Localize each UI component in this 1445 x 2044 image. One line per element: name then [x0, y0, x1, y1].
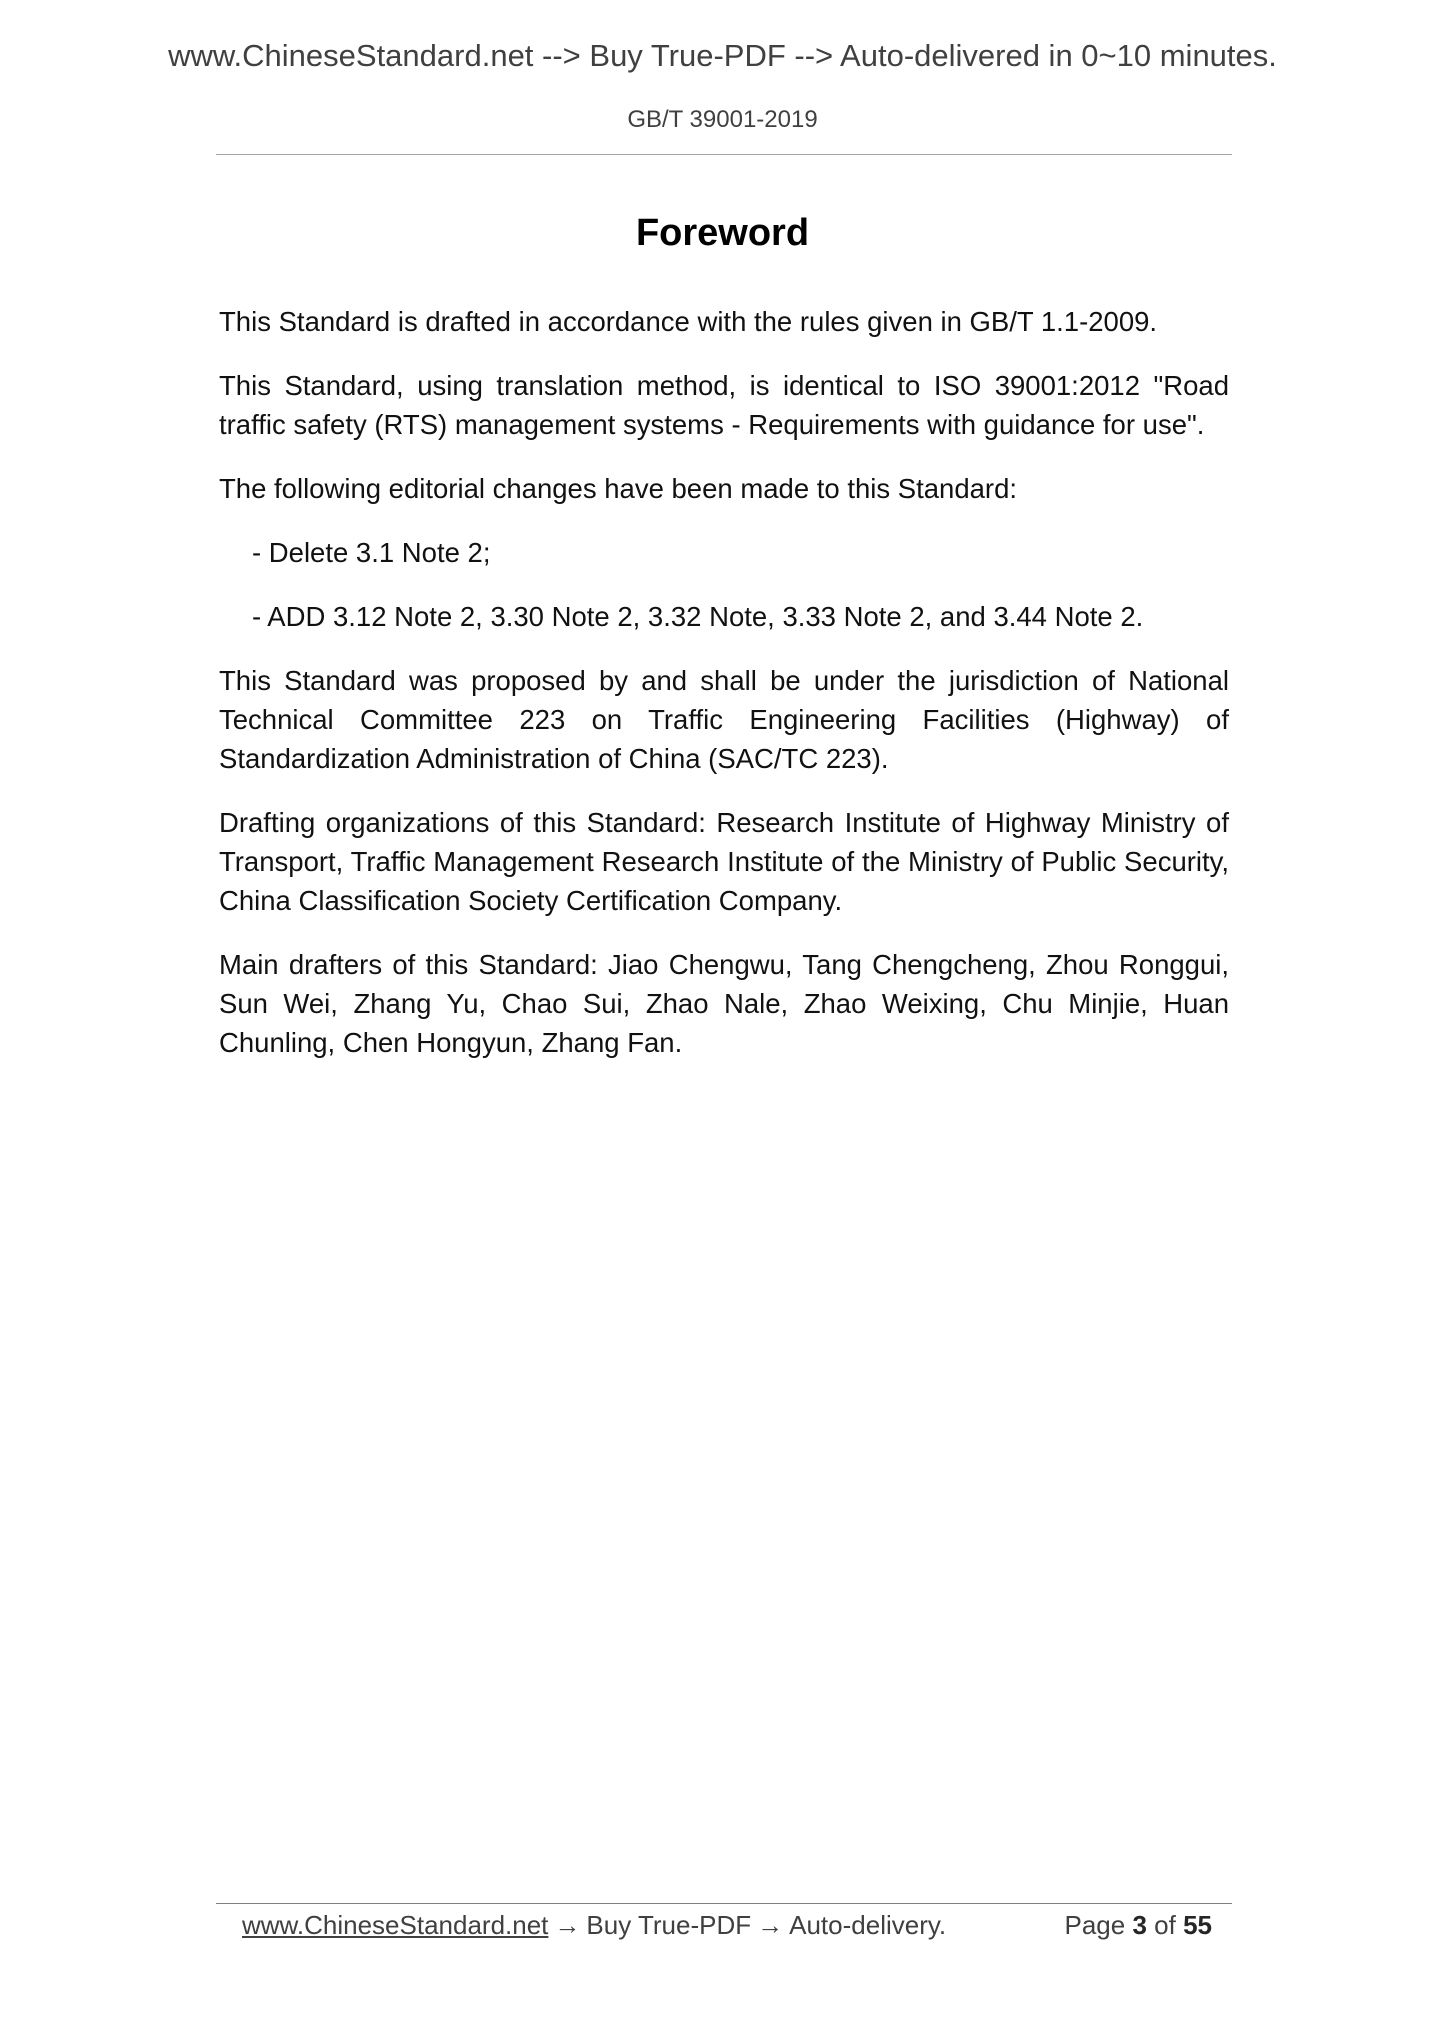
paragraph-editorial-changes: The following editorial changes have been made to this Standard: — [219, 473, 1018, 504]
page-number: 3 — [1132, 1910, 1147, 1940]
arrow-right-icon: → — [554, 1910, 581, 1940]
page-total: 55 — [1183, 1910, 1212, 1940]
of-label: of — [1154, 1910, 1176, 1940]
paragraph-drafting-rules: This Standard is drafted in accordance with the rules given in GB/T 1.1-2009. — [219, 306, 1158, 337]
footer-delivery-text: Auto-delivery. — [789, 1910, 947, 1940]
footer-buy-text: Buy True-PDF — [586, 1910, 752, 1940]
page-indicator — [1064, 1910, 1212, 1941]
top-banner: www.ChineseStandard.net --> Buy True-PDF --> Auto-delivered in 0~10 minutes. — [168, 38, 1277, 73]
footer-site-link[interactable]: www.ChineseStandard.net — [242, 1910, 549, 1940]
paragraph-jurisdiction: This Standard was proposed by and shall be under the jurisdiction of National Technical Committee 223 on Traffic Engineering Facilities (Highway) of Standardization Administration of China (SAC/TC 223). — [219, 665, 1229, 774]
paragraph-drafting-organizations: Drafting organizations of this Standard: Research Institute of Highway Ministry of Transport, Traffic Management Research Institute of the Ministry of Public Security, China Classification Society Certification Company. — [219, 807, 1229, 916]
list-item-add: - ADD 3.12 Note 2, 3.30 Note 2, 3.32 Note, 3.33 Note 2, and 3.44 Note 2. — [252, 601, 1144, 632]
list-item-delete: - Delete 3.1 Note 2; — [252, 537, 491, 568]
header-divider — [216, 154, 1232, 155]
standard-number: GB/T 39001-2019 — [627, 106, 818, 133]
footer — [242, 1910, 1212, 1946]
arrow-right-icon: → — [757, 1910, 784, 1940]
footer-divider — [216, 1903, 1232, 1904]
paragraph-main-drafters: Main drafters of this Standard: Jiao Chengwu, Tang Chengcheng, Zhou Ronggui, Sun Wei, Zhang Yu, Chao Sui, Zhao Nale, Zhao Weixing, Chu Minjie, Huan Chunling, Chen Hongyun, Zhang Fan. — [219, 949, 1229, 1058]
paragraph-translation: This Standard, using translation method, is identical to ISO 39001:2012 "Road traffic safety (RTS) management systems - Requirements with guidance for use". — [219, 370, 1229, 440]
document-body — [219, 302, 1229, 1087]
footer-promo — [242, 1910, 946, 1941]
page-label: Page — [1064, 1910, 1126, 1940]
page-title: Foreword — [635, 212, 810, 254]
